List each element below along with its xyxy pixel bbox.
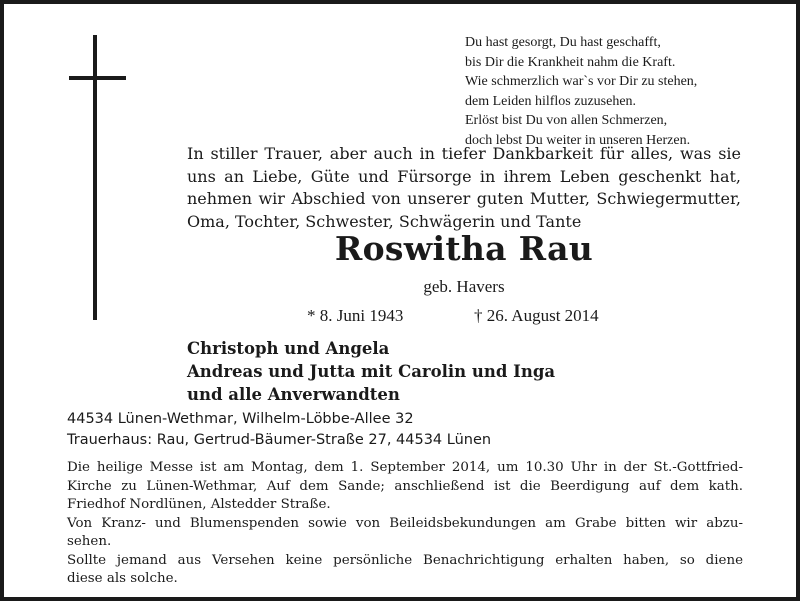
poem-line: doch lebst Du weiter in unseren Herzen. xyxy=(465,132,691,148)
intro-line: In stiller Trauer, aber auch in tiefer Dankbarkeit für alles, was sie xyxy=(187,144,741,163)
poem xyxy=(465,33,765,151)
deceased-name: Roswitha Rau xyxy=(334,229,594,268)
notice-line: Von Kranz- und Blumenspenden sowie von Beileidsbekundungen am Grabe bitten wir abzu- xyxy=(67,515,743,531)
poem-line: dem Leiden hilflos zuzusehen. xyxy=(465,93,637,109)
address-line: Trauerhaus: Rau, Gertrud-Bäumer-Straße 27, 44534 Lünen xyxy=(67,432,492,448)
funeral-notice xyxy=(67,459,743,589)
death-date: † 26. August 2014 xyxy=(474,306,599,325)
address-line: 44534 Lünen-Wethmar, Wilhelm-Löbbe-Allee 32 xyxy=(67,411,414,427)
intro-line: Oma, Tochter, Schwester, Schwägerin und Tante xyxy=(187,211,582,231)
notice-line: Friedhof Nordlünen, Alstedder Straße. xyxy=(67,497,331,512)
poem-line: Erlöst bist Du von allen Schmerzen, xyxy=(465,113,668,129)
notice-line: Die heilige Messe ist am Montag, dem 1. September 2014, um 10.30 Uhr in der St.-Gottfried- xyxy=(67,460,743,475)
intro-text xyxy=(187,143,741,233)
family-line: Christoph und Angela xyxy=(187,339,390,358)
notice-line: diese als solche. xyxy=(67,571,178,586)
birth-date: * 8. Juni 1943 xyxy=(307,306,404,325)
poem-line: Wie schmerzlich war`s vor Dir zu stehen, xyxy=(465,74,698,90)
family-line: und alle Anverwandten xyxy=(187,385,400,404)
family-signatories xyxy=(187,337,555,406)
poem-line: bis Dir die Krankheit nahm die Kraft. xyxy=(465,54,676,70)
birth-name: geb. Havers xyxy=(423,277,505,296)
notice-line: sehen. xyxy=(67,534,112,549)
intro-line: uns an Liebe, Güte und Fürsorge in ihrem Leben geschenkt hat, xyxy=(187,166,741,186)
poem-line: Du hast gesorgt, Du hast geschafft, xyxy=(465,35,661,50)
cross-horizontal-bar xyxy=(69,76,126,80)
family-line: Andreas und Jutta mit Carolin und Inga xyxy=(187,362,556,381)
address-block xyxy=(67,409,491,451)
notice-line: Sollte jemand aus Versehen keine persönliche Benachrichtigung erhalten haben, so diene xyxy=(67,552,743,568)
notice-line: Kirche zu Lünen-Wethmar, Auf dem Sande; anschließend ist die Beerdigung auf dem kath. xyxy=(67,478,743,494)
intro-line: nehmen wir Abschied von unserer guten Mutter, Schwiegermutter, xyxy=(187,189,741,208)
